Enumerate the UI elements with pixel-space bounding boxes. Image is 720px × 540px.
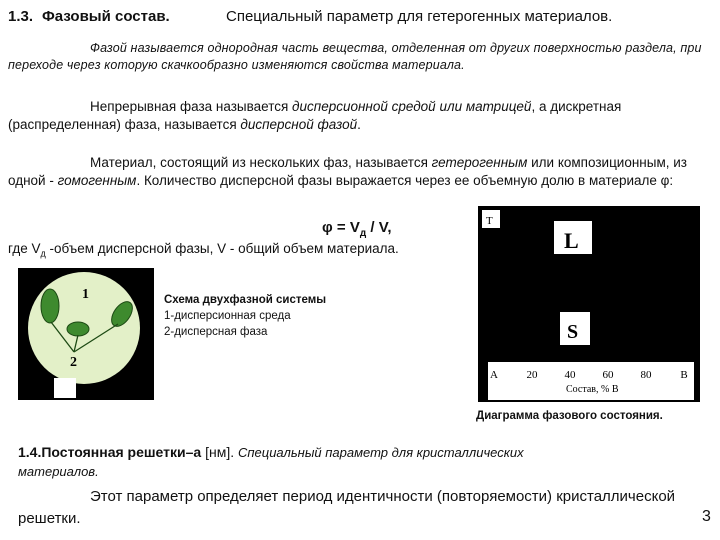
two-phase-schema-figure [18, 268, 154, 400]
formula-explanation [8, 241, 399, 259]
dispersed-particle [67, 322, 89, 336]
schema-caption [164, 292, 326, 340]
section-1-4-heading [18, 444, 524, 460]
material-paragraph [8, 154, 714, 190]
temperature-axis-label: T [486, 215, 493, 227]
phase-diagram-caption: Диаграмма фазового состояния. [476, 410, 663, 422]
schema-title: Схема двухфазной системы [164, 294, 327, 306]
composition-tick-label: A [490, 369, 498, 381]
phase-diagram-figure [478, 206, 700, 402]
schema-item-2: 2-дисперсная фаза [164, 326, 268, 338]
text-fragment: . [357, 117, 361, 132]
schema-label-1: 1 [82, 287, 89, 302]
section-1-4-description-continued: материалов. [18, 464, 99, 479]
composition-axis-label: Состав, % B [566, 384, 619, 395]
composition-tick-label: 40 [564, 369, 576, 381]
composition-tick-label: B [680, 369, 688, 381]
lattice-period-paragraph: Этот параметр определяет период идентичности (повторяемости) кристаллической решетки. [18, 488, 676, 527]
liquid-region-label: L [564, 228, 579, 253]
text-fragment: Непрерывная фаза называется [90, 99, 293, 114]
text-fragment: , а дискретная (распределенная) фаза, называется [8, 99, 622, 132]
formula-subscript: д [359, 228, 367, 239]
section-title: Фазовый состав. [42, 8, 170, 25]
section-1-4-label: 1.4.Постоянная решетки–а [18, 444, 202, 460]
formula-left: φ = V [322, 219, 360, 236]
dispersed-particle [41, 289, 59, 323]
section-1-4-description: Специальный параметр для кристаллических [238, 445, 524, 460]
schema-item-1: 1-дисперсионная среда [164, 310, 291, 322]
section-subtitle: Специальный параметр для гетерогенных материалов. [226, 8, 613, 25]
phase-definition: Фазой называется однородная часть вещества, отделенная от других поверхностью раздела, при переходе через которую скачкообразно изменяются свойства материала. [8, 41, 702, 72]
text-fragment: или композиционным, из одной - [8, 155, 687, 188]
continuous-phase-paragraph [8, 98, 714, 134]
text-fragment: где V [8, 241, 41, 256]
composition-tick-label: 20 [526, 369, 538, 381]
text-fragment: . Количество дисперсной фазы выражается через ее объемную долю в материале φ: [136, 173, 674, 188]
solid-region-label: S [567, 321, 579, 343]
schema-label-2: 2 [70, 355, 77, 370]
text-fragment: -объем дисперсной фазы, V - общий объем материала. [45, 241, 399, 256]
volume-fraction-formula [322, 219, 392, 239]
term-dispersed-phase: дисперсной фазой [240, 117, 358, 132]
page-number: 3 [702, 508, 711, 525]
schema-white-box [54, 378, 76, 398]
formula-right: / V, [366, 219, 392, 236]
section-1-4-unit: [нм]. [201, 444, 238, 460]
subscript: д [40, 248, 46, 259]
text-fragment: Материал, состоящий из нескольких фаз, называется [90, 155, 432, 170]
section-number: 1.3. [8, 8, 34, 25]
term-homogeneous: гомогенным [57, 173, 137, 188]
term-heterogeneous: гетерогенным [431, 155, 528, 170]
term-matrix: дисперсионной средой или матрицей [292, 99, 532, 114]
composition-tick-label: 80 [640, 369, 652, 381]
composition-tick-label: 60 [602, 369, 614, 381]
